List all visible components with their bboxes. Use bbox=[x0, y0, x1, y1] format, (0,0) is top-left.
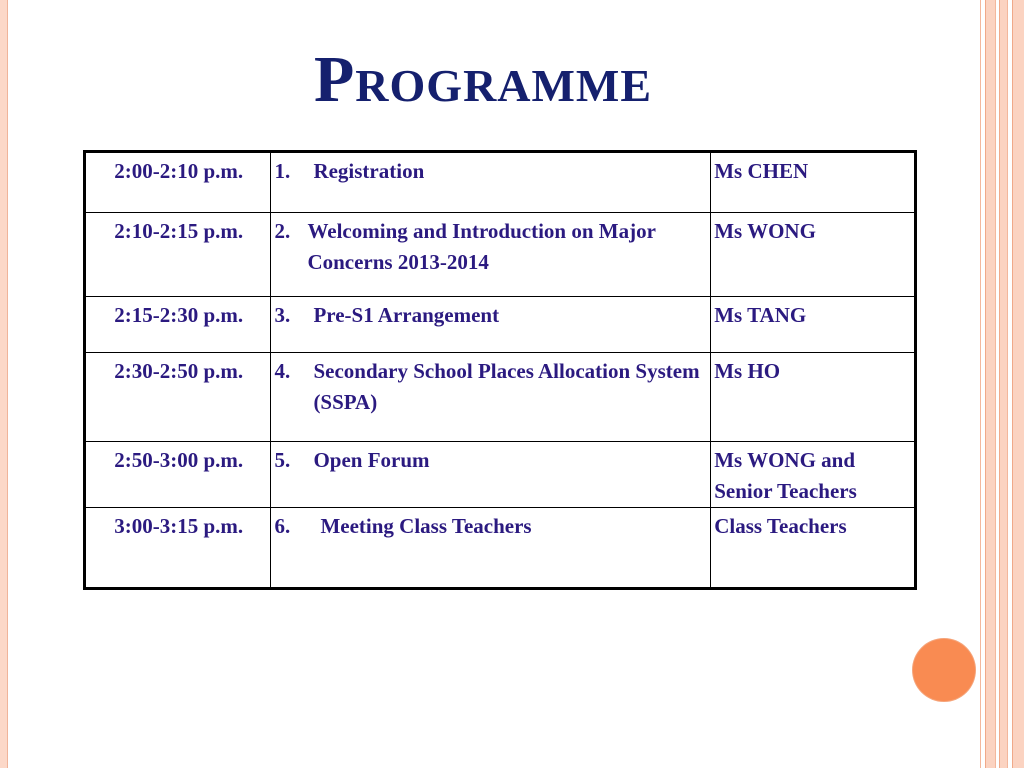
programme-table bbox=[83, 150, 917, 590]
time-cell: 2:15-2:30 p.m. bbox=[85, 297, 271, 353]
table-row bbox=[85, 508, 916, 589]
item-cell bbox=[271, 442, 711, 508]
item-cell bbox=[271, 152, 711, 213]
item-text: Meeting Class Teachers bbox=[320, 514, 532, 538]
frame-stripe bbox=[999, 0, 1007, 768]
person-cell: Ms TANG bbox=[711, 297, 916, 353]
frame-stripe bbox=[985, 0, 995, 768]
item-cell bbox=[271, 213, 711, 297]
person-cell: Ms WONG bbox=[711, 213, 916, 297]
time-cell: 3:00-3:15 p.m. bbox=[85, 508, 271, 589]
item-text: Secondary School Places Allocation System (SSPA) bbox=[313, 359, 700, 414]
item-number: 4. bbox=[274, 359, 291, 383]
table-row bbox=[85, 297, 916, 353]
item-cell bbox=[271, 508, 711, 589]
item-text: Registration bbox=[313, 159, 425, 183]
person-cell: Class Teachers bbox=[711, 508, 916, 589]
item-cell bbox=[271, 353, 711, 442]
right-frame-stripes bbox=[980, 0, 1024, 768]
item-number: 1. bbox=[274, 159, 291, 183]
slide-title: Programme bbox=[313, 43, 653, 116]
frame-stripe bbox=[1012, 0, 1024, 768]
time-cell: 2:10-2:15 p.m. bbox=[85, 213, 271, 297]
decorative-orange-circle bbox=[913, 639, 975, 701]
table-row bbox=[85, 442, 916, 508]
item-text: Open Forum bbox=[313, 448, 430, 472]
time-cell: 2:50-3:00 p.m. bbox=[85, 442, 271, 508]
table-row bbox=[85, 213, 916, 297]
person-cell: Ms HO bbox=[711, 353, 916, 442]
table-row bbox=[85, 152, 916, 213]
item-number: 3. bbox=[274, 303, 291, 327]
person-cell: Ms WONG and Senior Teachers bbox=[711, 442, 916, 508]
table-row bbox=[85, 353, 916, 442]
item-text: Welcoming and Introduction on Major Concerns 2013-2014 bbox=[307, 219, 656, 274]
item-cell bbox=[271, 297, 711, 353]
item-number: 5. bbox=[274, 448, 291, 472]
time-cell: 2:30-2:50 p.m. bbox=[85, 353, 271, 442]
person-cell: Ms CHEN bbox=[711, 152, 916, 213]
item-number: 2. bbox=[274, 219, 291, 243]
item-number: 6. bbox=[274, 514, 291, 538]
item-text: Pre-S1 Arrangement bbox=[313, 303, 500, 327]
time-cell: 2:00-2:10 p.m. bbox=[85, 152, 271, 213]
